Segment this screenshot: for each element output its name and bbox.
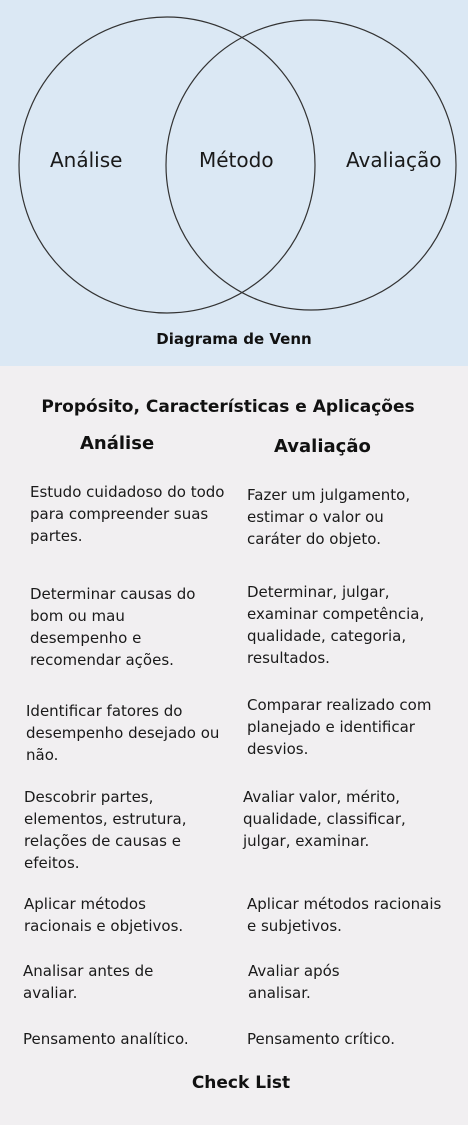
section-title: Propósito, Características e Aplicações	[41, 397, 415, 417]
row-7-right: Pensamento crítico.	[247, 1030, 395, 1048]
venn-caption: Diagrama de Venn	[156, 330, 312, 348]
row-3-left: Identificar fatores do desempenho desejado ou não.	[26, 702, 220, 764]
column-header-analise: Análise	[80, 433, 155, 454]
row-3-right: Comparar realizado com planejado e identificar desvios.	[247, 696, 432, 758]
row-2-right: Determinar, julgar, examinar competência, qualidade, categoria, resultados.	[247, 583, 425, 667]
row-7-left: Pensamento analítico.	[23, 1030, 189, 1048]
row-2-left: Determinar causas do bom ou mau desempenho e recomendar ações.	[30, 585, 196, 669]
row-6-left: Analisar antes de avaliar.	[23, 962, 154, 1002]
row-1-left: Estudo cuidadoso do todo para compreender suas partes.	[30, 483, 225, 545]
row-5-right: Aplicar métodos racionais e subjetivos.	[247, 895, 442, 935]
venn-label-avaliacao: Avaliação	[346, 148, 442, 172]
venn-diagram	[0, 0, 468, 366]
row-1-right: Fazer um julgamento, estimar o valor ou caráter do objeto.	[247, 486, 411, 548]
footer-title: Check List	[191, 1073, 291, 1093]
row-4-left: Descobrir partes, elementos, estrutura, relações de causas e efeitos.	[24, 788, 187, 872]
venn-label-metodo: Método	[199, 148, 274, 172]
row-4-right: Avaliar valor, mérito, qualidade, classificar, julgar, examinar.	[243, 788, 406, 850]
venn-diagram-panel	[0, 0, 468, 366]
row-5-left: Aplicar métodos racionais e objetivos.	[24, 895, 184, 935]
venn-label-analise: Análise	[50, 148, 123, 172]
row-6-right: Avaliar após analisar.	[248, 962, 340, 1002]
column-header-avaliacao: Avaliação	[274, 436, 371, 457]
